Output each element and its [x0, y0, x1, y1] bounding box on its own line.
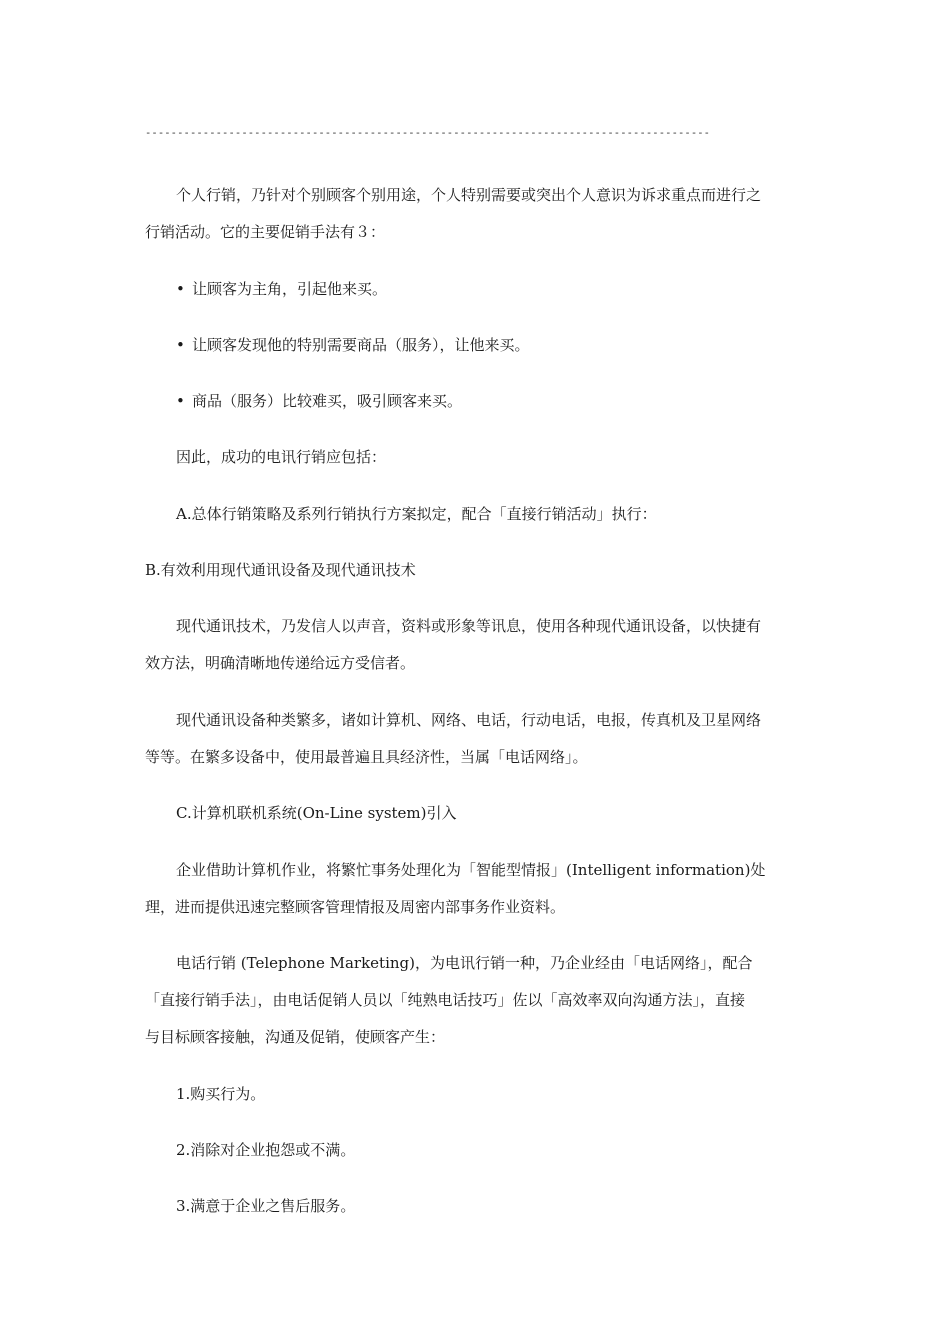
section-b-heading: B.有效利用现代通讯设备及现代通讯技术 — [145, 561, 416, 579]
bullet-marker: • — [176, 392, 185, 410]
section-c-heading: C.计算机联机系统(On-Line system)引入 — [176, 804, 457, 822]
telemarketing-line-3: 与目标顾客接触，沟通及促销，使顾客产生： — [145, 1028, 446, 1046]
enterprise-line-2: 理，进而提供迅速完整顾客管理情报及周密内部事务作业资料。 — [145, 898, 566, 916]
devices-line-2: 等等。在繁多设备中，使用最普遍且具经济性，当属「电话网络」。 — [145, 748, 588, 766]
bullet-item — [176, 279, 387, 299]
enterprise-line-1: 企业借助计算机作业，将繁忙事务处理化为「智能型情报」(Intelligent information)处 — [176, 861, 766, 879]
bullet-marker: • — [176, 280, 185, 298]
therefore-paragraph: 因此，成功的电讯行销应包括： — [176, 448, 387, 466]
outcome-item: 3.满意于企业之售后服务。 — [176, 1197, 356, 1215]
telemarketing-line-1: 电话行销 (Telephone Marketing)，为电讯行销一种，乃企业经由「电话网络」，配合 — [176, 954, 753, 972]
bullet-text: 让顾客为主角，引起他来买。 — [192, 280, 388, 298]
outcome-item: 1.购买行为。 — [176, 1085, 266, 1103]
intro-line-2: 行销活动。它的主要促销手法有３： — [145, 223, 386, 241]
outcome-item: 2.消除对企业抱怨或不满。 — [176, 1141, 356, 1159]
bullet-marker: • — [176, 336, 185, 354]
separator-line: ---------------------------------------------------------------------------------------- — [145, 127, 711, 139]
intro-line-1: 个人行销，乃针对个别顾客个别用途，个人特别需要或突出个人意识为诉求重点而进行之 — [176, 186, 762, 204]
telemarketing-line-2: 「直接行销手法」，由电话促销人员以「纯熟电话技巧」佐以「高效率双向沟通方法」，直接 — [145, 991, 746, 1009]
bullet-text: 商品（服务）比较难买，吸引顾客来买。 — [192, 392, 463, 410]
bullet-item — [176, 335, 530, 355]
bullet-text: 让顾客发现他的特别需要商品（服务），让他来买。 — [192, 336, 530, 354]
tech-line-2: 效方法，明确清晰地传递给远方受信者。 — [145, 654, 416, 672]
section-a-heading: A.总体行销策略及系列行销执行方案拟定，配合「直接行销活动」执行： — [176, 505, 657, 523]
devices-line-1: 现代通讯设备种类繁多，诸如计算机、网络、电话，行动电话，电报，传真机及卫星网络 — [176, 711, 762, 729]
bullet-item — [176, 391, 462, 411]
tech-line-1: 现代通讯技术，乃发信人以声音，资料或形象等讯息，使用各种现代通讯设备，以快捷有 — [176, 617, 762, 635]
